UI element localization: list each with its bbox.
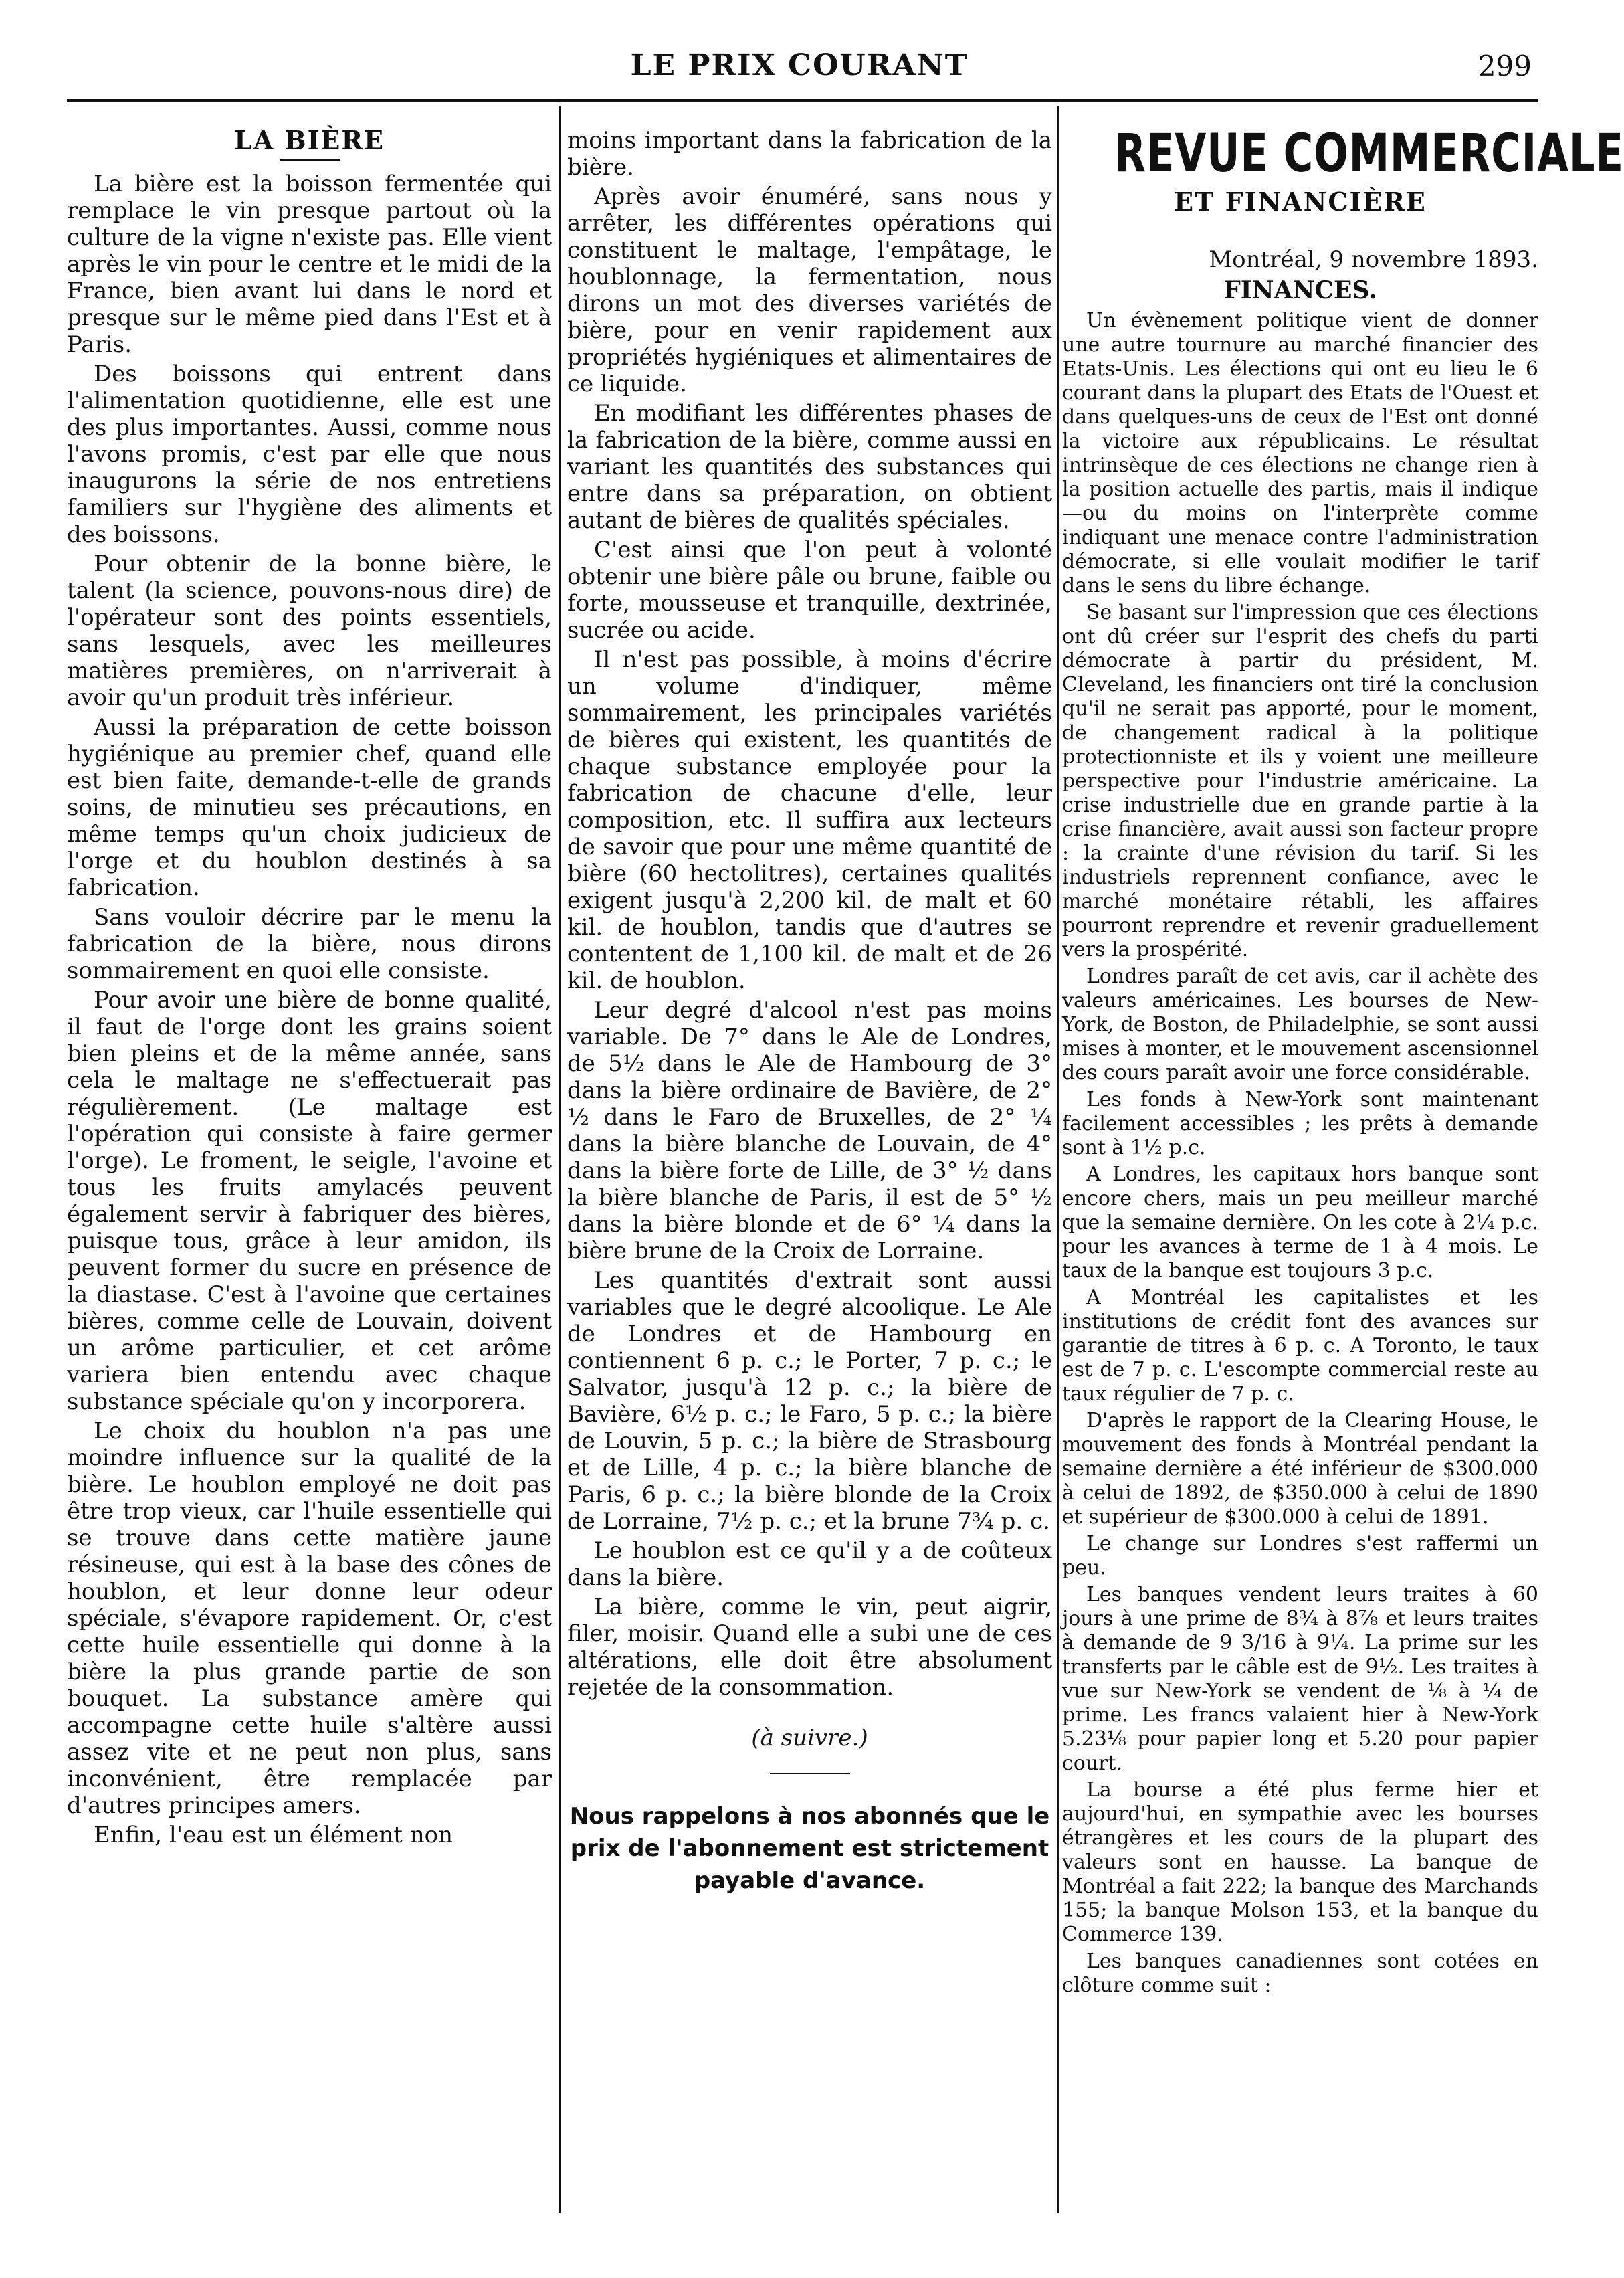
paragraph: Aussi la préparation de cette boisson hygiénique au premier chef, quand elle est bien faite, demande-t-elle de grands soins, de minutieu ses précautions, en même temps qu'un choix judicieux de l'orge et du houblon destinés à sa fabrication. <box>67 714 552 901</box>
column-la-biere <box>67 127 552 2214</box>
paragraph: Les banques vendent leurs traites à 60 jours à une prime de 8¾ à 8⅞ et leurs traites à demande de 9 3/16 à 9¼. La prime sur les transferts par le câble est de 9½. Les traites à vue sur New-York se vendent de ⅛ à ¼ de prime. Les francs valaient hier à New-York 5.23⅛ pour papier long et 5.20 pour papier court. <box>1062 1583 1538 1775</box>
paragraph: La bière, comme le vin, peut aigrir, filer, moisir. Quand elle a subi une de ces altérations, elle doit être absolument rejetée de la consommation. <box>567 1594 1052 1701</box>
paragraph: A Montréal les capitalistes et les institutions de crédit font des avances sur garantie de titres à 6 p. c. A Toronto, le taux est de 7 p. c. L'escompte commercial reste au taux régulier de 7 p. c. <box>1062 1286 1538 1406</box>
article-title: LA BIÈRE <box>234 125 385 155</box>
finances-heading: FINANCES. <box>1223 276 1377 304</box>
paragraph: Leur degré d'alcool n'est pas moins variable. De 7° dans le Ale de Londres, de 5½ dans le Ale de Hambourg de 3° dans la bière ordinaire de Bavière, de 2° ½ dans le Faro de Bruxelles, de 2° ¼ dans la bière blanche de Louvain, de 4° dans la bière forte de Lille, de 3° ½ dans la bière blanche de Paris, il est de 5° ½ dans la bière blonde et de 6° ¼ dans la bière brune de la Croix de Lorraine. <box>567 997 1052 1264</box>
column-separator-1 <box>559 106 561 2213</box>
paragraph: Le houblon est ce qu'il y a de coûteux dans la bière. <box>567 1537 1052 1591</box>
paragraph: La bière est la boisson fermentée qui remplace le vin presque partout où la culture de la vigne n'existe pas. Elle vient après le vin pour le centre et le midi de la France, bien avant lui dans le nord et presque sur le même pied dans l'Est et à Paris. <box>67 171 552 358</box>
dateline: Montréal, 9 novembre 1893. <box>1209 246 1538 273</box>
section-title: REVUE COMMERCIALE <box>1114 124 1624 184</box>
paragraph: Les banques canadiennes sont cotées en clôture comme suit : <box>1062 1950 1538 1997</box>
paragraph: D'après le rapport de la Clearing House, le mouvement des fonds à Montréal pendant la semaine dernière a été inférieur de $300.000 à celui de 1892, de $350.000 à celui de 1890 et supérieur de $300.000 à celui de 1891. <box>1062 1409 1538 1529</box>
column-revue-commerciale <box>1062 124 1624 2214</box>
paragraph: Le choix du houblon n'a pas une moindre influence sur la qualité de la bière. Le houblon employé ne doit pas être trop vieux, car l'huile essentielle qui se trouve dans cette matière jaune résineuse, qui est à la base des cônes de houblon, et leur donne leur odeur spéciale, s'évapore rapidement. Or, c'est cette huile essentielle qui donne à la bière la plus grande partie de son bouquet. La substance amère qui accompagne cette huile s'altère aussi assez vite et ne peut non plus, sans inconvénient, être remplacée par d'autres principes amers. <box>67 1418 552 1819</box>
paragraph: Se basant sur l'impression que ces élections ont dû créer sur l'esprit des chefs du parti démocrate à partir du président, M. Cleveland, les financiers ont tiré la conclusion qu'il ne serait pas apporté, pour le moment, de changement radical à la politique protectionniste et ils y voient une meilleure perspective pour l'industrie américaine. La crise industrielle due en grande partie à la crise financière, avait aussi son facteur propre : la crainte d'une révision du tarif. Si les industriels reprennent confiance, avec le marché monétaire rétabli, les affaires pourront reprendre et revenir graduellement vers la prospérité. <box>1062 601 1538 961</box>
paragraph: La bourse a été plus ferme hier et aujourd'hui, en sympathie avec les bourses étrangères et les cours de la plupart des valeurs sont en hausse. La banque de Montréal a fait 222; la banque des Marchands 155; la banque Molson 153, et la banque du Commerce 139. <box>1062 1778 1538 1946</box>
to-be-continued: (à suivre.) <box>751 1725 868 1751</box>
paragraph: Les quantités d'extrait sont aussi variables que le degré alcoolique. Le Ale de Londres et de Hambourg en contiennent 6 p. c.; le Porter, 7 p. c.; le Salvator, jusqu'à 12 p. c.; la bière de Bavière, 6½ p. c.; le Faro, 5 p. c.; la bière de Louvin, 5 p. c.; la bière de Strasbourg et de Lille, 4 p. c.; la bière blanche de Paris, 6 p. c.; la bière blonde de la Croix de Lorraine, 7½ p. c.; et la brune 7¾ p. c. <box>567 1267 1052 1535</box>
paragraph: Londres paraît de cet avis, car il achète des valeurs américaines. Les bourses de New-York, de Boston, de Philadelphie, se sont aussi mises à monter, et le mouvement ascensionnel des cours paraît avoir une force considérable. <box>1062 965 1538 1084</box>
paragraph: moins important dans la fabrication de la bière. <box>567 127 1052 181</box>
paragraph: Un évènement politique vient de donner une autre tournure au marché financier des Etats-Unis. Les élections qui ont eu lieu le 6 courant dans la plupart des Etats de l'Ouest et dans quelques-uns de ceux de l'Est ont donné la victoire aux républicains. Le résultat intrinsèque de ces élections ne change rien à la position actuelle des partis, mais il indique—ou du moins on l'interprète comme indiquant une menace contre l'administration démocrate, si elle voulait modifier le tarif dans le sens du libre échange. <box>1062 309 1538 597</box>
paragraph: En modifiant les différentes phases de la fabrication de la bière, comme aussi en variant les quantités des substances qui entre dans sa préparation, on obtient autant de bières de qualités spéciales. <box>567 400 1052 534</box>
title-rule <box>280 159 340 161</box>
paragraph: Après avoir énuméré, sans nous y arrêter, les différentes opérations qui constituent le maltage, l'empâtage, le houblonnage, la fermentation, nous dirons un mot des diverses variétés de bière, pour en venir rapidement aux propriétés hygiéniques et alimentaires de ce liquide. <box>567 183 1052 397</box>
section-subtitle: ET FINANCIÈRE <box>1174 187 1427 217</box>
paragraph: Enfin, l'eau est un élément non <box>94 1822 453 1848</box>
ornamental-rule <box>770 1772 850 1774</box>
paragraph: Pour avoir une bière de bonne qualité, il faut de l'orge dont les grains soient bien pleins et de la même année, sans cela le maltage ne s'effectuerait pas régulièrement. (Le maltage est l'opération qui consiste à faire germer l'orge). Le froment, le seigle, l'avoine et tous les fruits amylacés peuvent également servir à fabriquer des bières, puisque tous, grâce à leur amidon, ils peuvent former du sucre en présence de la diastase. C'est à l'avoine que certaines bières, comme celle de Louvain, doivent un arôme particulier, et cet arôme variera bien entendu avec chaque substance spéciale qu'on y incorporera. <box>67 987 552 1415</box>
paragraph: C'est ainsi que l'on peut à volonté obtenir une bière pâle ou brune, faible ou forte, mousseuse et tranquille, dextrinée, sucrée ou acide. <box>567 537 1052 644</box>
column-separator-2 <box>1057 106 1059 2213</box>
newspaper-title: LE PRIX COURANT <box>630 48 969 82</box>
paragraph: A Londres, les capitaux hors banque sont encore chers, mais un peu meilleur marché que la semaine dernière. On les cote à 2¼ p.c. pour les avances à terme de 1 à 4 mois. Le taux de la banque est toujours 3 p.c. <box>1062 1163 1538 1283</box>
header-rule <box>67 99 1538 102</box>
paragraph: Des boissons qui entrent dans l'alimentation quotidienne, elle est une des plus importantes. Aussi, comme nous l'avons promis, c'est par elle que nous inaugurons la série de nos entretiens familiers sur l'hygiène des aliments et des boissons. <box>67 361 552 548</box>
column-la-biere-continued <box>567 127 1052 2214</box>
page-header <box>67 40 1532 94</box>
paragraph: Les fonds à New-York sont maintenant facilement accessibles ; les prêts à demande sont à 1½ p.c. <box>1062 1088 1538 1159</box>
subscription-notice: Nous rappelons à nos abonnés que le prix de l'abonnement est strictement payable d'avance. <box>569 1803 1050 1894</box>
page-number: 299 <box>1478 50 1532 82</box>
paragraph: Sans vouloir décrire par le menu la fabrication de la bière, nous dirons sommairement en quoi elle consiste. <box>67 904 552 984</box>
paragraph: Pour obtenir de la bonne bière, le talent (la science, pouvons-nous dire) de l'opérateur sont des points essentiels, sans lesquels, avec les meilleures matières premières, on n'arriverait à avoir qu'un produit très inférieur. <box>67 551 552 711</box>
paragraph: Il n'est pas possible, à moins d'écrire un volume d'indiquer, même sommairement, les principales variétés de bières qui existent, les quantités de chaque substance employée pour la fabrication de chacune d'elle, leur composition, etc. Il suffira aux lecteurs de savoir que pour une même quantité de bière (60 hectolitres), certaines qualités exigent jusqu'à 2,200 kil. de malt et 60 kil. de houblon, tandis que d'autres se contentent de 1,100 kil. de malt et de 26 kil. de houblon. <box>567 646 1052 994</box>
paragraph: Le change sur Londres s'est raffermi un peu. <box>1062 1532 1538 1580</box>
